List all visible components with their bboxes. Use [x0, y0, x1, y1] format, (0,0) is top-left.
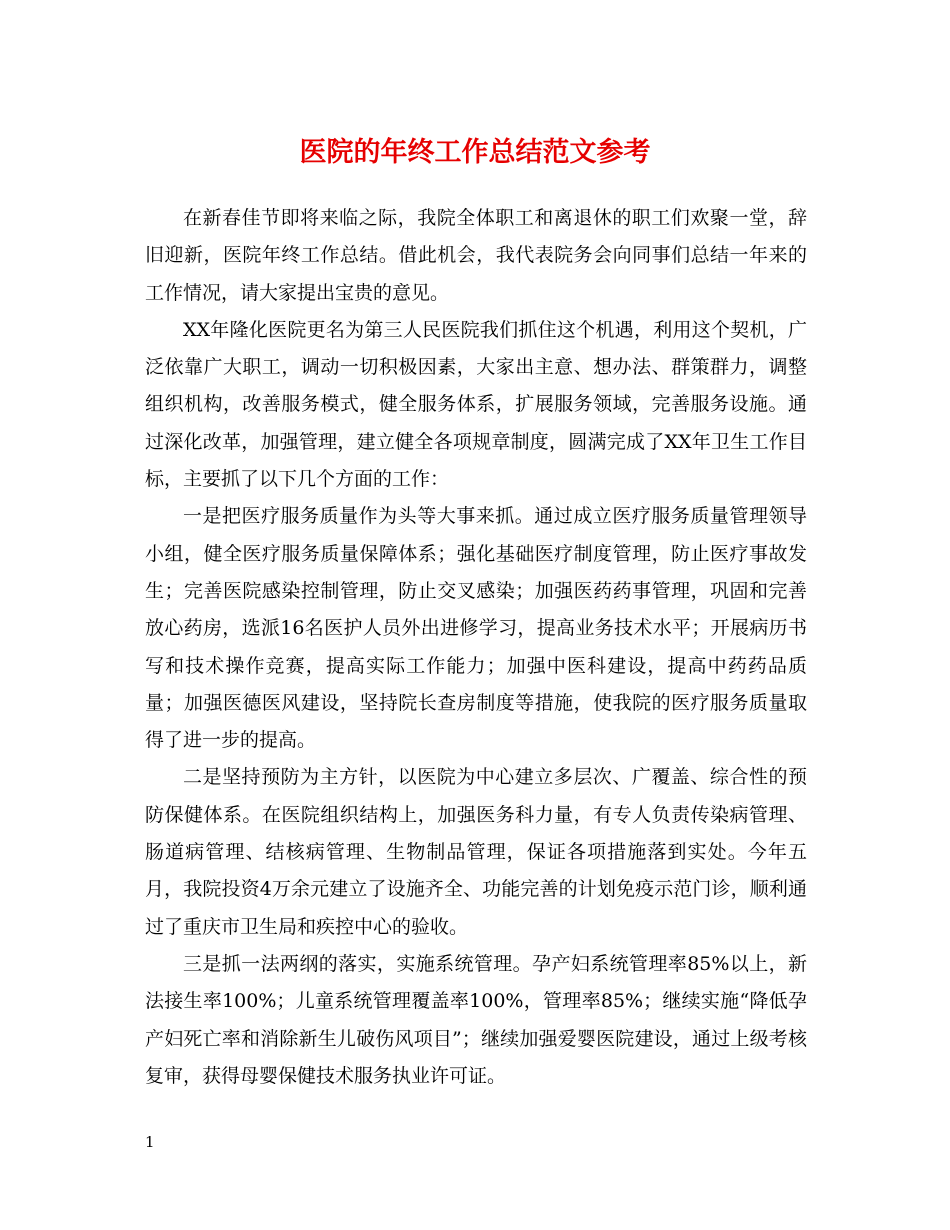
paragraph-intro: 在新春佳节即将来临之际，我院全体职工和离退休的职工们欢聚一堂，辞旧迎新，医院年终工作总结。借此机会，我代表院务会向同事们总结一年来的工作情况，请大家提出宝贵的意见。	[145, 207, 807, 304]
paragraph-prevention: 二是坚持预防为主方针，以医院为中心建立多层次、广覆盖、综合性的预防保健体系。在医院组织结构上，加强医务科力量，有专人负责传染病管理、肠道病管理、结核病管理、生物制品管理，保证各项措施落到实处。今年五月，我院投资4万余元建立了设施齐全、功能完善的计划免疫示范门诊，顺利通过了重庆市卫生局和疾控中心的验收。	[145, 766, 807, 938]
paragraph-medical-quality: 一是把医疗服务质量作为头等大事来抓。通过成立医疗服务质量管理领导小组，健全医疗服务质量保障体系；强化基础医疗制度管理，防止医疗事故发生；完善医院感染控制管理，防止交叉感染；加强医药药事管理，巩固和完善放心药房，选派16名医护人员外出进修学习，提高业务技术水平；开展病历书写和技术操作竞赛，提高实际工作能力；加强中医科建设，提高中药药品质量；加强医德医风建设，坚持院长查房制度等措施，使我院的医疗服务质量取得了进一步的提高。	[145, 505, 807, 752]
document-body	[145, 200, 807, 1095]
paragraph-maternal-child: 三是抓一法两纲的落实，实施系统管理。孕产妇系统管理率85%以上，新法接生率100%；儿童系统管理覆盖率100%，管理率85%；继续实施“降低孕产妇死亡率和消除新生儿破伤风项目”；继续加强爱婴医院建设，通过上级考核复审，获得母婴保健技术服务执业许可证。	[145, 952, 807, 1087]
document-title: 医院的年终工作总结范文参考	[299, 137, 651, 168]
page-number: 1	[145, 1133, 155, 1151]
paragraph-overview: XX年隆化医院更名为第三人民医院我们抓住这个机遇，利用这个契机，广泛依靠广大职工，调动一切积极因素，大家出主意、想办法、群策群力，调整组织机构，改善服务模式，健全服务体系，扩展服务领域，完善服务设施。通过深化改革，加强管理，建立健全各项规章制度，圆满完成了XX年卫生工作目标，主要抓了以下几个方面的工作：	[145, 318, 807, 491]
